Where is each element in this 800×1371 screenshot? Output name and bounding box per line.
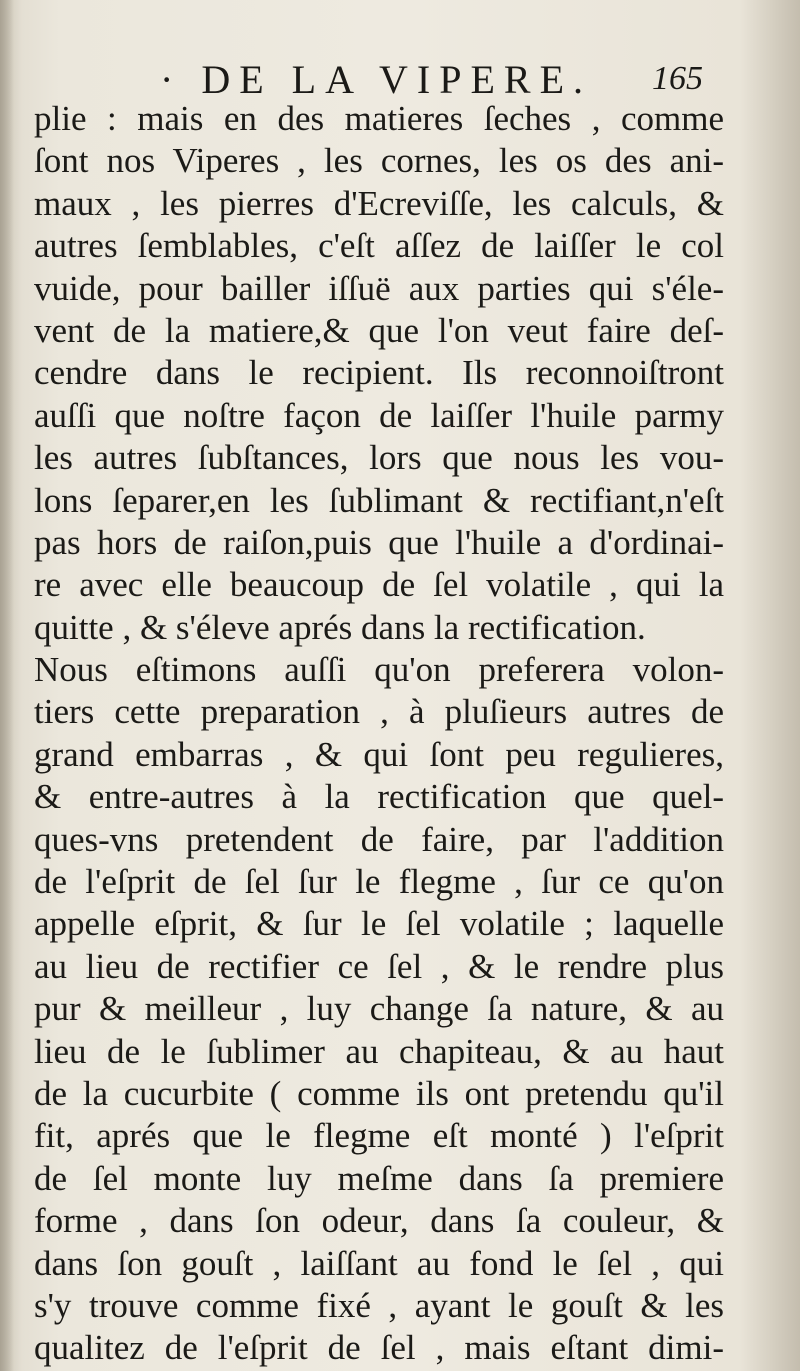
text-line: au lieu de rectifier ce ſel , & le rendre plus <box>34 946 724 986</box>
text-line: vuide, pour bailler iſſuë aux parties qui s'éle- <box>34 268 724 308</box>
text-line: de l'eſprit de ſel ſur le flegme , ſur ce qu'on <box>34 862 724 902</box>
body-text <box>34 98 724 1370</box>
page-number: 165 <box>652 60 703 97</box>
text-line: fit, aprés que le flegme eſt monté ) l'eſprit <box>34 1116 724 1156</box>
text-line: dans ſon gouſt , laiſſant au fond le ſel , qui <box>34 1243 724 1283</box>
text-line: maux , les pierres d'Ecreviſſe, les calculs, & <box>34 183 724 223</box>
gutter-shadow <box>0 0 14 1371</box>
text-line: ſont nos Viperes , les cornes, les os des ani- <box>34 141 724 181</box>
text-line: de ſel monte luy meſme dans ſa premiere <box>34 1158 724 1198</box>
text-line: les autres ſubſtances, lors que nous les vou- <box>34 438 724 478</box>
text-line: vent de la matiere,& que l'on veut faire deſ- <box>34 310 724 350</box>
running-title: · DE LA VIPERE. <box>160 57 593 102</box>
text-line: de la cucurbite ( comme ils ont pretendu qu'il <box>34 1073 724 1113</box>
text-line: auſſi que noſtre façon de laiſſer l'huile parmy <box>34 395 724 435</box>
text-line: re avec elle beaucoup de ſel volatile , qui la <box>34 565 724 605</box>
text-line: lons ſeparer,en les ſublimant & rectifiant,n'eſt <box>34 480 724 520</box>
text-line: Nous eſtimons auſſi qu'on preferera volon- <box>34 650 724 690</box>
text-line: forme , dans ſon odeur, dans ſa couleur, & <box>34 1201 724 1241</box>
text-line: autres ſemblables, c'eſt aſſez de laiſſer le col <box>34 226 724 266</box>
text-line: qualitez de l'eſprit de ſel , mais eſtant dimi- <box>34 1328 724 1368</box>
text-line: pur & meilleur , luy change ſa nature, & au <box>34 989 724 1029</box>
text-line: appelle eſprit, & ſur le ſel volatile ; laquelle <box>34 904 724 944</box>
text-line: ques-vns pretendent de faire, par l'addition <box>34 819 724 859</box>
text-line: tiers cette preparation , à pluſieurs autres de <box>34 692 724 732</box>
text-line: cendre dans le recipient. Ils reconnoiſtront <box>34 353 724 393</box>
text-line: lieu de le ſublimer au chapiteau, & au haut <box>34 1031 724 1071</box>
text-line: pas hors de raiſon,puis que l'huile a d'ordinai- <box>34 522 724 562</box>
text-line: plie : mais en des matieres ſeches , comme <box>34 99 724 138</box>
text-line: quitte , & s'éleve aprés dans la rectification. <box>34 607 646 647</box>
text-line: grand embarras , & qui ſont peu regulieres, <box>34 734 724 774</box>
text-line: & entre-autres à la rectification que quel- <box>34 777 724 817</box>
text-line: s'y trouve comme fixé , ayant le gouſt & les <box>34 1285 724 1325</box>
